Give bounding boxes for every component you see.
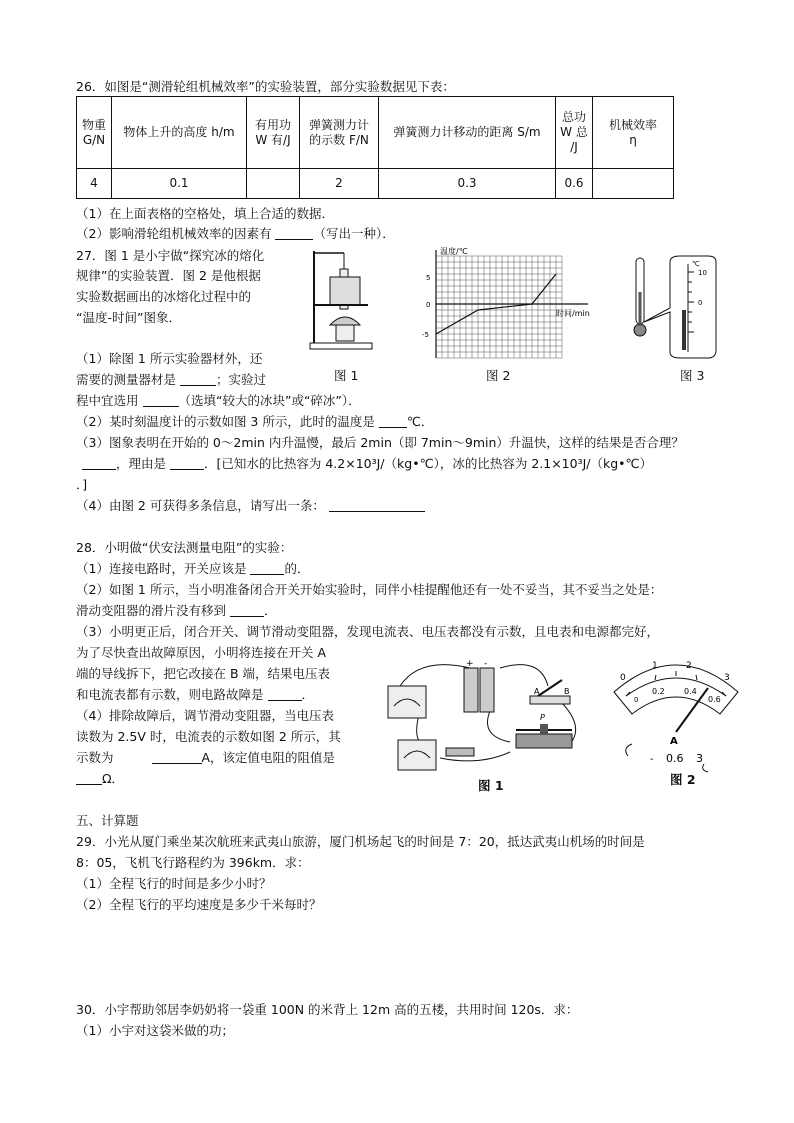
q29-line3: （1）全程飞行的时间是多少小时？ (76, 876, 272, 891)
svg-text:温度/℃: 温度/℃ (440, 247, 468, 256)
header-distance: 弹簧测力计移动的距离 S/m (379, 97, 556, 169)
q28-line12: Ω． (76, 771, 124, 787)
svg-text:1: 1 (652, 661, 658, 671)
svg-text:3: 3 (724, 673, 730, 683)
q27-line2: 规律”的实验装置．图 2 是他根据 (76, 268, 261, 283)
q27-line1: 27．图 1 是小宇做“探究冰的熔化 (76, 248, 265, 263)
q28-line9: （4）排除故障后，调节滑动变阻器，当电压表 (76, 708, 334, 723)
q27-figure1-caption: 图 1 (334, 368, 359, 383)
q27-line4: “温度-时间”图象． (76, 310, 181, 325)
q28-figure2-caption: 图 2 (670, 772, 696, 787)
q28-line2: （1）连接电路时，开关应该是 的． (76, 561, 310, 576)
q30-line2: （1）小宇对这袋米做的功； (76, 1023, 234, 1038)
q28-line8: 和电流表都有示数，则电路故障是 ． (76, 687, 315, 702)
q28-figure2-ammeter (608, 652, 744, 774)
header-weight: 物重 G/N (77, 97, 112, 169)
q29-line2: 8：05，飞机飞行路程约为 396km．求： (76, 855, 310, 870)
q28-line3: （2）如图 1 所示，当小明准备闭合开关开始实验时，同伴小桂提醒他还有一处不妥当，其不妥当之处是： (76, 582, 663, 597)
q28-figure1-caption: 图 1 (478, 778, 504, 793)
q27-line8: （2）某时刻温度计的示数如图 3 所示，此时的温度是 ℃． (76, 414, 434, 429)
header-height: 物体上升的高度 h/m (112, 97, 247, 169)
header-efficiency: 机械效率 η (593, 97, 674, 169)
q26-data-table (76, 96, 674, 199)
svg-text:-: - (484, 659, 488, 669)
svg-text:℃: ℃ (692, 260, 700, 268)
svg-text:0.2: 0.2 (652, 687, 665, 696)
cell-useful-work (247, 169, 300, 199)
q28-line4: 滑动变阻器的滑片没有移到 ． (76, 603, 277, 618)
q27-line6: 需要的测量器材是 ；实验过 (76, 372, 267, 387)
q27-line5: （1）除图 1 所示实验器材外，还 (76, 351, 263, 366)
svg-text:10: 10 (698, 269, 707, 277)
q26-title: 26．如图是“测滑轮组机械效率”的实验装置，部分实验数据见下表： (76, 79, 455, 94)
q28-resistor-icon (446, 748, 474, 756)
svg-text:5: 5 (426, 274, 431, 282)
cell-efficiency (593, 169, 674, 199)
q28-line7: 端的导线拆下，把它改接在 B 端，结果电压表 (76, 666, 331, 681)
q27-line3: 实验数据画出的冰熔化过程中的 (76, 289, 252, 304)
svg-text:0.4: 0.4 (684, 687, 697, 696)
svg-text:-5: -5 (422, 331, 429, 339)
q27-figure2-caption: 图 2 (486, 368, 511, 383)
q27-figure3-thermometer (630, 252, 720, 362)
svg-text:0: 0 (698, 299, 703, 307)
q30-line1: 30．小宇帮助邻居李奶奶将一袋重 100N 的米背上 12m 高的五楼，共用时间 120s．求： (76, 1002, 579, 1017)
q28-line5: （3）小明更正后，闭合开关、调节滑动变阻器，发现电流表、电压表都没有示数，且电表和电源都完好， (76, 624, 659, 639)
q28-rheostat-icon (516, 734, 572, 748)
q27-line12: （4）由图 2 可获得多条信息，请写出一条： (76, 498, 425, 514)
header-spring-force: 弹簧测力计 的示数 F/N (300, 97, 379, 169)
q28-line6: 为了尽快查出故障原因，小明将连接在开关 A (76, 645, 327, 660)
q27-line11: ．] (76, 477, 88, 492)
q28-line10: 读数为 2.5V 时，电流表的示数如图 2 所示，其 (76, 729, 341, 744)
q27-figure1-apparatus (300, 247, 380, 353)
cell-distance: 0.3 (379, 169, 556, 199)
q26-sub1: （1）在上面表格的空格处，填上合适的数据． (76, 206, 334, 221)
q27-figure2-graph (420, 246, 610, 362)
svg-text:0.6: 0.6 (708, 695, 721, 704)
q27-figure3-caption: 图 3 (680, 368, 705, 383)
q27-line7: 程中宜选用 （选填“较大的冰块”或“碎冰”）． (76, 393, 361, 408)
svg-text:-: - (650, 754, 654, 765)
q28-line1: 28．小明做“伏安法测量电阻”的实验： (76, 540, 293, 555)
q29-line4: （2）全程飞行的平均速度是多少千米每时？ (76, 897, 322, 912)
q28-voltmeter-icon (388, 686, 426, 718)
header-total-work: 总功 W 总 /J (556, 97, 593, 169)
cell-spring-force: 2 (300, 169, 379, 199)
q28-figure1-circuit (380, 656, 600, 776)
svg-text:0.6: 0.6 (666, 752, 684, 765)
q29-line1: 29．小光从厦门乘坐某次航班来武夷山旅游，厦门机场起飞的时间是 7：20，抵达武夷山机场的时间是 (76, 834, 645, 849)
q28-ammeter-icon (398, 740, 436, 770)
q28-line11: 示数为 A，该定值电阻的阻值是 (76, 750, 336, 765)
svg-text:B: B (564, 687, 570, 696)
svg-text:时间/min: 时间/min (556, 309, 590, 318)
svg-text:0: 0 (634, 696, 639, 704)
svg-text:P: P (540, 713, 545, 722)
section5-heading: 五、计算题 (76, 813, 139, 828)
svg-text:0: 0 (426, 301, 431, 309)
cell-total-work: 0.6 (556, 169, 593, 199)
svg-text:2: 2 (686, 661, 692, 671)
header-useful-work: 有用功 W 有/J (247, 97, 300, 169)
q27-line9: （3）图象表明在开始的 0～2min 内升温慢，最后 2min（即 7min～9min）升温快，这样的结果是否合理？ (76, 435, 684, 450)
svg-text:A: A (670, 736, 678, 747)
cell-weight: 4 (77, 169, 112, 199)
svg-text:A: A (534, 687, 540, 696)
q27-line10: ，理由是 ．[已知水的比热容为 4.2×10³J/（kg•℃），冰的比热容为 2.1×10³J/（kg•℃） (76, 456, 652, 472)
svg-text:3: 3 (696, 752, 703, 765)
q28-switch-icon (530, 696, 570, 704)
q28-battery-icon (464, 668, 478, 712)
cell-height: 0.1 (112, 169, 247, 199)
q26-sub2: （2）影响滑轮组机械效率的因素有 （写出一种）． (76, 226, 395, 241)
svg-text:+: + (466, 659, 474, 669)
svg-text:0: 0 (620, 673, 626, 683)
